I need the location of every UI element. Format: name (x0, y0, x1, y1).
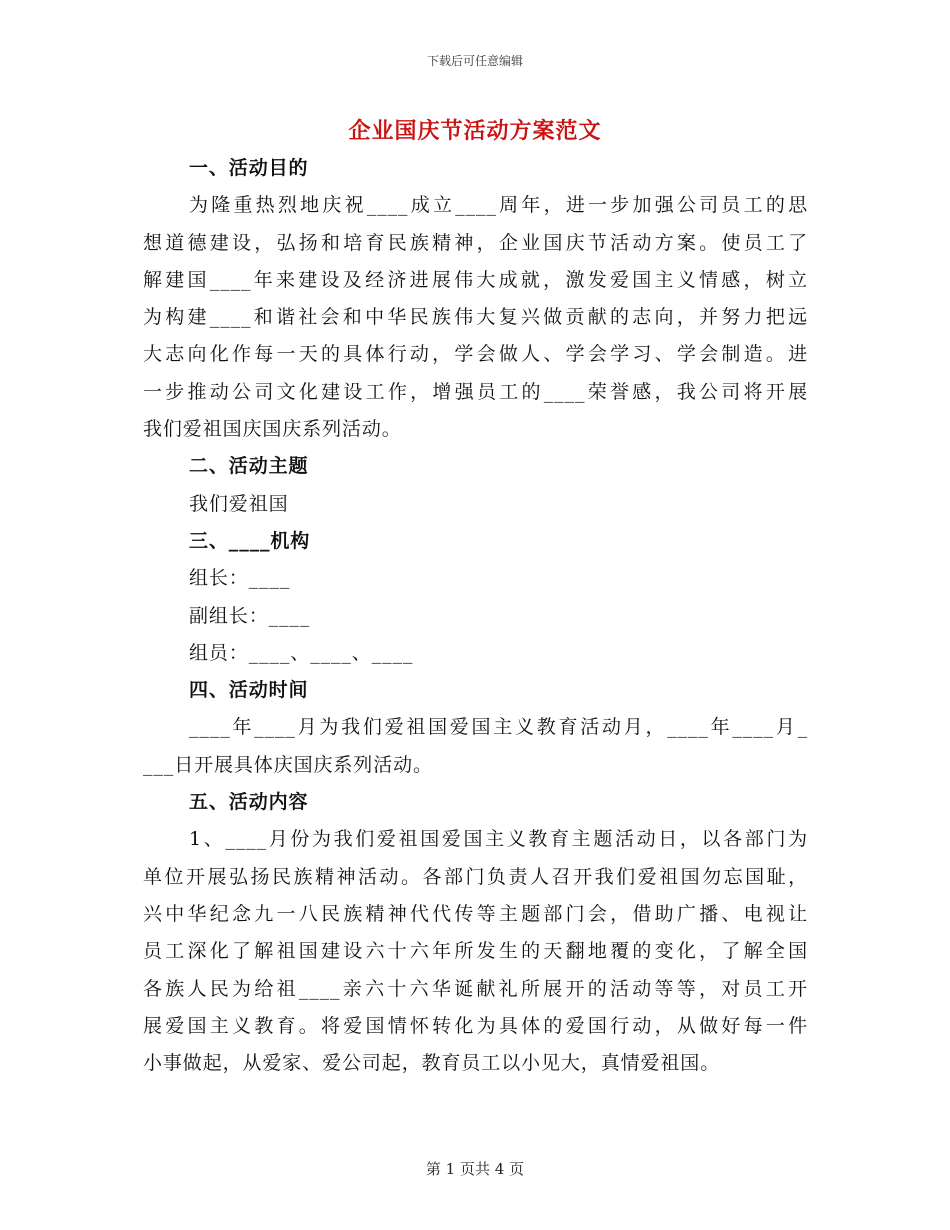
paragraph-line: 1、____月份为我们爱祖国爱国主义教育主题活动日，以各部门为 (189, 828, 808, 851)
paragraph-line: 想道德建设，弘扬和培育民族精神，企业国庆节活动方案。使员工了 (143, 231, 808, 254)
section-heading-time: 四、活动时间 (189, 679, 309, 702)
paragraph-line: 兴中华纪念九一八民族精神代代传等主题部门会，借助广播、电视让 (143, 902, 808, 925)
section-heading-content: 五、活动内容 (189, 791, 309, 814)
paragraph-line: 单位开展弘扬民族精神活动。各部门负责人召开我们爱祖国勿忘国耻， (143, 865, 808, 888)
page-header-note: 下载后可任意编辑 (426, 54, 523, 68)
group-leader-line: 组长：____ (189, 567, 291, 590)
paragraph-line: 小事做起，从爱家、爱公司起，教育员工以小见大，真情爱祖国。 (143, 1052, 721, 1075)
paragraph-line: 一步推动公司文化建设工作，增强员工的____荣誉感，我公司将开展 (143, 380, 808, 403)
paragraph-line: 我们爱祖国 (189, 492, 289, 515)
paragraph-line: 为构建____和谐社会和中华民族伟大复兴做贡献的志向，并努力把远 (143, 306, 808, 329)
page-number-footer: 第 1 页共 4 页 (425, 1160, 525, 1178)
paragraph-line: 展爱国主义教育。将爱国情怀转化为具体的爱国行动，从做好每一件 (143, 1014, 808, 1037)
members-line: 组员：____、____、____ (189, 641, 414, 664)
document-body (143, 150, 808, 1082)
deputy-leader-line: 副组长：____ (189, 604, 311, 627)
paragraph-line: 解建国____年来建设及经济进展伟大成就，激发爱国主义情感，树立 (143, 268, 808, 291)
paragraph-line: ___日开展具体庆国庆系列活动。 (143, 753, 433, 776)
paragraph-line: ____年____月为我们爱祖国爱国主义教育活动月，____年____月_ (189, 716, 808, 739)
paragraph-line: 员工深化了解祖国建设六十六年所发生的天翻地覆的变化，了解全国 (143, 940, 808, 963)
paragraph-line: 为隆重热烈地庆祝____成立____周年，进一步加强公司员工的思 (189, 194, 808, 217)
paragraph-line: 我们爱祖国庆国庆系列活动。 (143, 418, 402, 441)
section-heading-purpose: 一、活动目的 (189, 157, 309, 179)
document-title: 企业国庆节活动方案范文 (348, 118, 602, 144)
paragraph-line: 各族人民为给祖____亲六十六华诞献礼所展开的活动等等，对员工开 (143, 977, 808, 1000)
paragraph-line: 大志向化作每一天的具体行动，学会做人、学会学习、学会制造。进 (143, 343, 808, 366)
section-heading-theme: 二、活动主题 (189, 455, 309, 478)
section-heading-organization: 三、____机构 (189, 529, 311, 552)
